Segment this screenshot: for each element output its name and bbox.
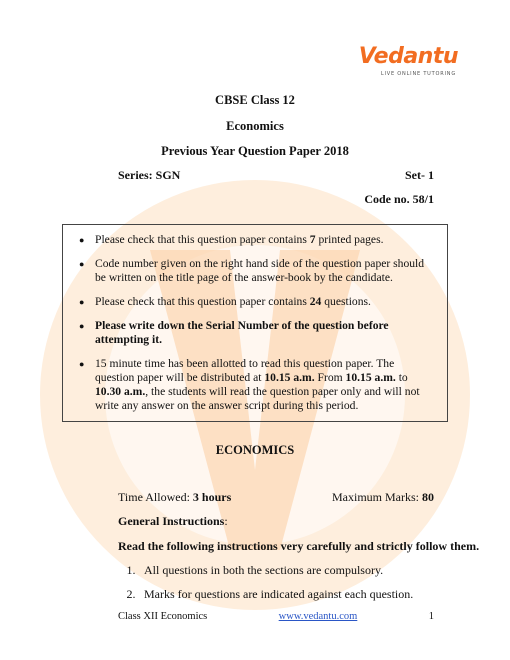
logo-wordmark: Vedantu	[358, 44, 458, 69]
time-allowed: Time Allowed: 3 hours	[118, 490, 232, 504]
vedantu-logo	[358, 44, 458, 84]
instruction-item: ● Please write down the Serial Number of the question before attempting it.	[79, 319, 435, 347]
general-instruction-item: 1. All questions in both the sections are compulsory.	[126, 563, 384, 577]
footer-course: Class XII Economics	[118, 611, 208, 622]
series-label: Series: SGN	[118, 168, 181, 182]
instructions-list	[63, 225, 447, 413]
code-number: Code no. 58/1	[364, 192, 434, 206]
general-instructions-heading: General Instructions:	[118, 514, 228, 528]
page-footer	[118, 611, 434, 622]
exam-details-row	[118, 490, 434, 505]
set-label: Set- 1	[405, 168, 434, 182]
instructions-box	[62, 224, 448, 422]
instruction-item: ● Code number given on the right hand side of the question paper should be written on the title page of the answer-book by the candidate.	[79, 257, 435, 285]
title-paper: Previous Year Question Paper 2018	[161, 144, 349, 158]
footer-website-link[interactable]: www.vedantu.com	[278, 611, 358, 622]
instruction-item: ● Please check that this question paper contains 7 printed pages.	[79, 233, 435, 247]
title-class: CBSE Class 12	[215, 93, 295, 107]
instruction-item: ● Please check that this question paper contains 24 questions.	[79, 295, 435, 309]
instruction-item: ● 15 minute time has been allotted to read this question paper. The question paper will be distributed at 10.15 a.m. From 10.15 a.m. to 10.30 a.m., the students will read the question paper only and will not write any answer on the answer script during this period.	[79, 357, 435, 413]
page-number: 1	[428, 611, 434, 622]
section-title: ECONOMICS	[215, 443, 295, 457]
read-instructions-line: Read the following instructions very carefully and strictly follow them.	[118, 539, 480, 553]
logo-tagline: LIVE ONLINE TUTORING	[380, 71, 456, 77]
general-instruction-item: 2. Marks for questions are indicated against each question.	[126, 587, 414, 601]
title-subject: Economics	[226, 119, 284, 133]
series-set-row	[118, 168, 434, 183]
maximum-marks: Maximum Marks: 80	[332, 490, 434, 504]
